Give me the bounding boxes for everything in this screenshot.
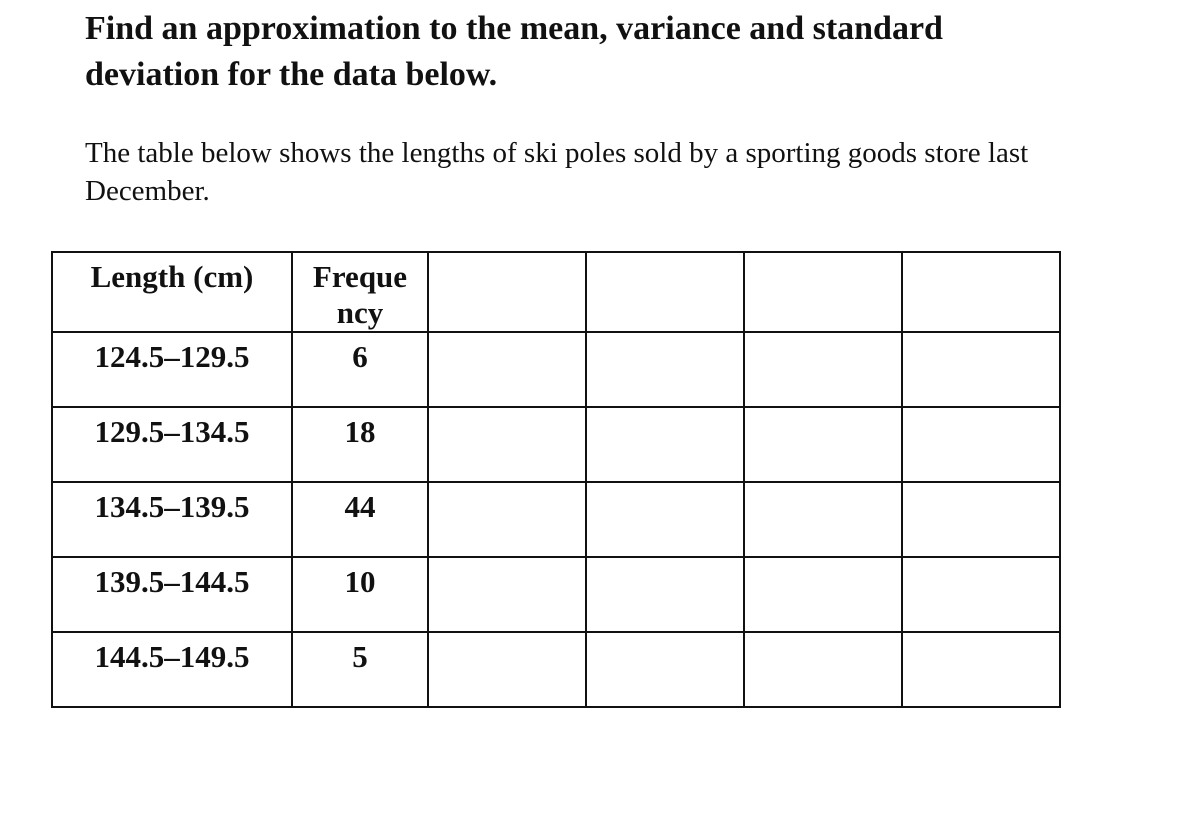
intro-line-1: The table below shows the lengths of ski poles sold by a sporting goods store last <box>85 137 1029 169</box>
frequency-cell: 44 <box>292 482 428 557</box>
header-empty-cell[interactable] <box>428 252 586 332</box>
empty-cell[interactable] <box>428 482 586 557</box>
empty-cell[interactable] <box>428 407 586 482</box>
header-frequency-line-1: Freque <box>312 259 408 294</box>
empty-cell[interactable] <box>586 482 744 557</box>
table-row <box>52 482 1060 557</box>
empty-cell[interactable] <box>428 332 586 407</box>
length-cell: 124.5–129.5 <box>52 332 292 407</box>
header-empty-cell[interactable] <box>586 252 744 332</box>
empty-cell[interactable] <box>744 632 902 707</box>
empty-cell[interactable] <box>902 557 1060 632</box>
frequency-table <box>51 251 1061 708</box>
table-row <box>52 632 1060 707</box>
empty-cell[interactable] <box>902 332 1060 407</box>
empty-cell[interactable] <box>744 557 902 632</box>
length-cell: 144.5–149.5 <box>52 632 292 707</box>
length-cell: 129.5–134.5 <box>52 407 292 482</box>
question-heading <box>85 6 1165 98</box>
empty-cell[interactable] <box>744 482 902 557</box>
table-row <box>52 557 1060 632</box>
header-empty-cell[interactable] <box>744 252 902 332</box>
frequency-cell: 18 <box>292 407 428 482</box>
header-frequency <box>292 252 428 332</box>
empty-cell[interactable] <box>586 407 744 482</box>
intro-line-2: December. <box>85 175 210 207</box>
header-empty-cell[interactable] <box>902 252 1060 332</box>
table-header-row <box>52 252 1060 332</box>
empty-cell[interactable] <box>586 632 744 707</box>
question-heading-line-2: deviation for the data below. <box>85 56 498 93</box>
frequency-cell: 5 <box>292 632 428 707</box>
table-row <box>52 407 1060 482</box>
empty-cell[interactable] <box>902 632 1060 707</box>
empty-cell[interactable] <box>902 407 1060 482</box>
intro-paragraph <box>85 134 1187 210</box>
empty-cell[interactable] <box>744 332 902 407</box>
table-row <box>52 332 1060 407</box>
header-frequency-line-2: ncy <box>336 295 384 330</box>
empty-cell[interactable] <box>428 632 586 707</box>
question-heading-line-1: Find an approximation to the mean, variance and standard <box>85 10 943 47</box>
length-cell: 139.5–144.5 <box>52 557 292 632</box>
empty-cell[interactable] <box>744 407 902 482</box>
empty-cell[interactable] <box>428 557 586 632</box>
empty-cell[interactable] <box>586 332 744 407</box>
header-length: Length (cm) <box>52 252 292 332</box>
frequency-cell: 10 <box>292 557 428 632</box>
empty-cell[interactable] <box>586 557 744 632</box>
length-cell: 134.5–139.5 <box>52 482 292 557</box>
frequency-cell: 6 <box>292 332 428 407</box>
empty-cell[interactable] <box>902 482 1060 557</box>
